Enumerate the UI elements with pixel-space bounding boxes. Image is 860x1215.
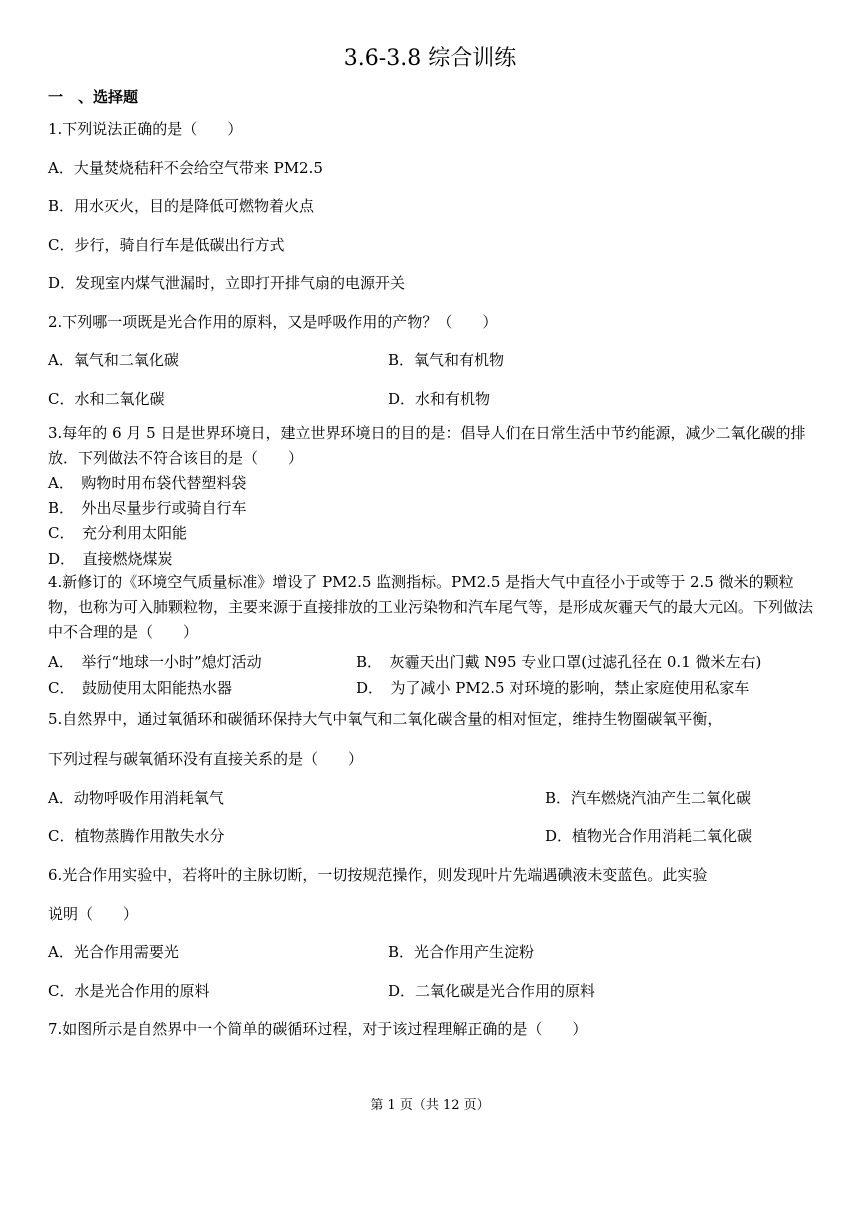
q4-option-d: D． 为了减小 PM2.5 对环境的影响，禁止家庭使用私家车 [356, 679, 750, 697]
q1-option-b: B．用水灭火，目的是降低可燃物着火点 [48, 197, 315, 215]
page-footer: 第 1 页（共 12 页） [370, 1098, 490, 1113]
q2-option-b: B．氧气和有机物 [388, 351, 505, 369]
q1-option-c: C．步行，骑自行车是低碳出行方式 [48, 236, 285, 254]
section-heading: 一 、选择题 [48, 88, 139, 106]
q5-option-b: B．汽车燃烧汽油产生二氧化碳 [545, 789, 752, 807]
question-2-stem: 2.下列哪一项既是光合作用的原料，又是呼吸作用的产物？（ ） [48, 313, 498, 331]
q6-option-d: D．二氧化碳是光合作用的原料 [388, 982, 596, 1000]
q3-option-a: A． 购物时用布袋代替塑料袋 [48, 474, 247, 492]
question-6-stem-cont: 说明（ ） [48, 905, 139, 923]
q1-option-a: A．大量焚烧秸秆不会给空气带来 PM2.5 [48, 159, 323, 177]
question-4-stem: 4.新修订的《环境空气质量标准》增设了 PM2.5 监测指标。PM2.5 是指大气中直径小于或等于 2.5 微米的颗粒物，也称为可入肺颗粒物，主要来源于直接排放的工业污染物和汽车尾气等，是形成灰霾天气的最大元凶。下列做法中不合理的是（ ） [48, 573, 814, 641]
question-1-stem: 1.下列说法正确的是（ ） [48, 120, 243, 138]
question-6-stem: 6.光合作用实验中，若将叶的主脉切断，一切按规范操作，则发现叶片先端遇碘液未变蓝色。此实验 [48, 866, 708, 884]
q6-option-a: A．光合作用需要光 [48, 943, 179, 961]
question-5-stem: 5.自然界中，通过氧循环和碳循环保持大气中氧气和二氧化碳含量的相对恒定，维持生物圈碳氧平衡， [48, 710, 723, 728]
q5-option-c: C．植物蒸腾作用散失水分 [48, 827, 225, 845]
q3-option-c: C． 充分利用太阳能 [48, 524, 187, 542]
q6-option-c: C．水是光合作用的原料 [48, 982, 210, 1000]
q6-option-b: B．光合作用产生淀粉 [388, 943, 535, 961]
q3-option-d: D． 直接燃烧煤炭 [48, 550, 173, 568]
q4-option-b: B． 灰霾天出门戴 N95 专业口罩(过滤孔径在 0.1 微米左右) [356, 653, 762, 671]
question-3-stem: 3.每年的 6 月 5 日是世界环境日，建立世界环境日的目的是：倡导人们在日常生活中节约能源，减少二氧化碳的排放．下列做法不符合该目的是（ ） [48, 424, 806, 467]
q2-option-d: D．水和有机物 [388, 390, 491, 408]
question-7-stem: 7.如图所示是自然界中一个简单的碳循环过程，对于该过程理解正确的是（ ） [48, 1020, 588, 1038]
question-5-stem-cont: 下列过程与碳氧循环没有直接关系的是（ ） [48, 750, 364, 768]
q5-option-a: A．动物呼吸作用消耗氧气 [48, 789, 224, 807]
q2-option-c: C．水和二氧化碳 [48, 390, 165, 408]
page-title: 3.6-3.8 综合训练 [343, 46, 517, 71]
q4-option-c: C． 鼓励使用太阳能热水器 [48, 679, 232, 697]
q2-option-a: A．氧气和二氧化碳 [48, 351, 179, 369]
q4-option-a: A． 举行“地球一小时”熄灯活动 [48, 653, 262, 671]
q5-option-d: D．植物光合作用消耗二氧化碳 [545, 827, 753, 845]
q3-option-b: B． 外出尽量步行或骑自行车 [48, 499, 247, 517]
q1-option-d: D．发现室内煤气泄漏时，立即打开排气扇的电源开关 [48, 274, 406, 292]
